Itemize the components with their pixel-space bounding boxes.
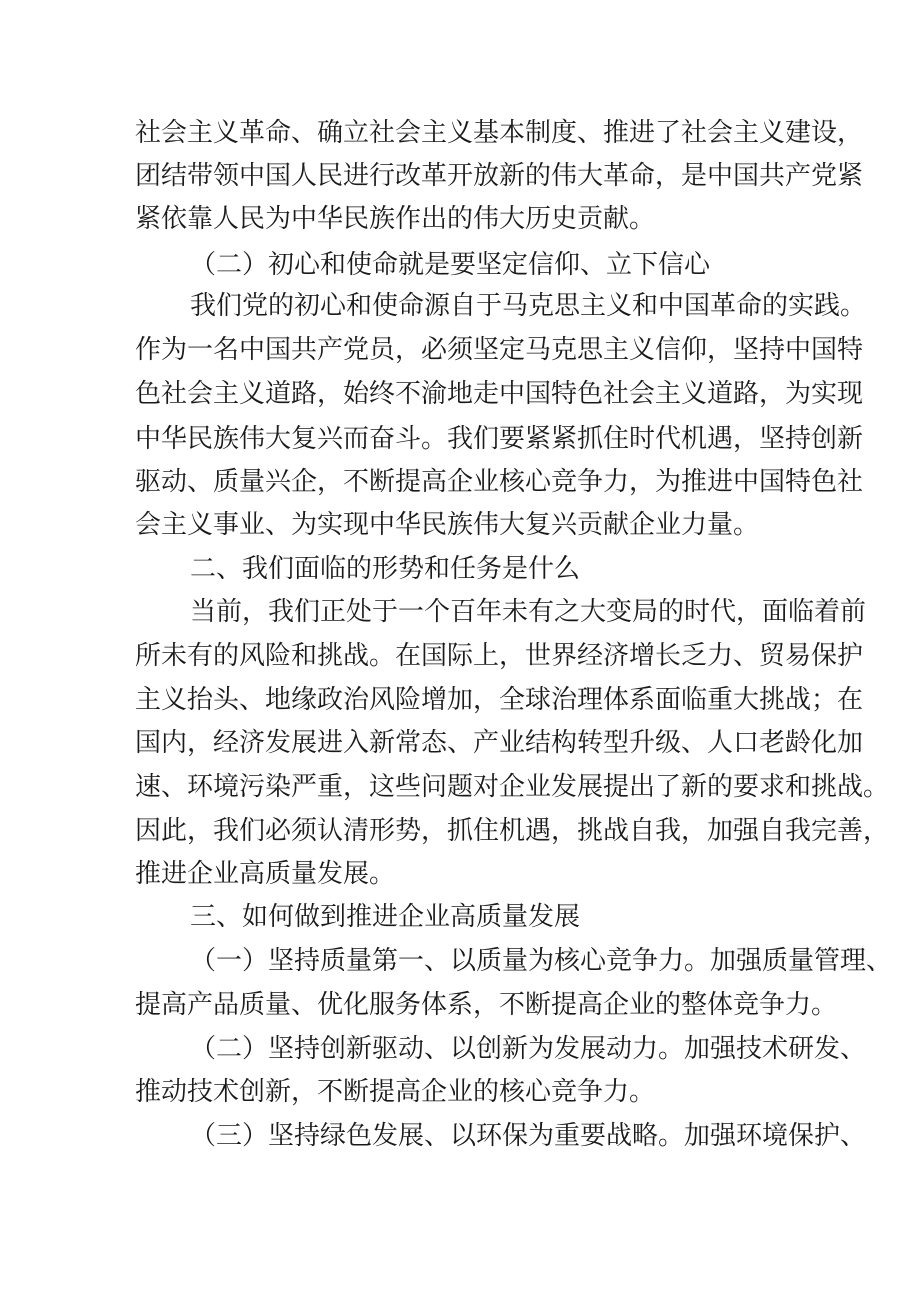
text-line: 社会主义革命、确立社会主义基本制度、推进了社会主义建设， xyxy=(135,118,864,148)
text-line: 当前，我们正处于一个百年未有之大变局的时代，面临着前 xyxy=(190,597,867,627)
text-line: 色社会主义道路，始终不渝地走中国特色社会主义道路，为实现 xyxy=(135,379,864,409)
text-line: 紧依靠人民为中华民族作出的伟大历史贡献。 xyxy=(135,204,656,234)
text-line: 驱动、质量兴企，不断提高企业核心竞争力，为推进中国特色社 xyxy=(135,467,864,497)
text-line: 主义抬头、地缘政治风险增加，全球治理体系面临重大挑战；在 xyxy=(135,685,864,715)
text-line: 国内，经济发展进入新常态、产业结构转型升级、人口老龄化加 xyxy=(135,728,864,758)
section-heading: 三、如何做到推进企业高质量发展 xyxy=(190,902,581,932)
text-line: 推动技术创新，不断提高企业的核心竞争力。 xyxy=(135,1077,656,1107)
text-line: （二）坚持创新驱动、以创新为发展动力。加强技术研发、 xyxy=(190,1034,867,1064)
section-heading: 二、我们面临的形势和任务是什么 xyxy=(190,554,581,584)
section-heading: （二）初心和使命就是要坚定信仰、立下信心 xyxy=(190,250,711,280)
text-line: 因此，我们必须认清形势，抓住机遇，挑战自我，加强自我完善， xyxy=(135,816,890,846)
text-line: 所未有的风险和挑战。在国际上，世界经济增长乏力、贸易保护 xyxy=(135,641,864,671)
text-line: 团结带领中国人民进行改革开放新的伟大革命，是中国共产党紧 xyxy=(135,161,864,191)
text-line: 我们党的初心和使命源自于马克思主义和中国革命的实践。 xyxy=(190,291,867,321)
text-line: 推进企业高质量发展。 xyxy=(135,859,396,889)
text-line: 作为一名中国共产党员，必须坚定马克思主义信仰，坚持中国特 xyxy=(135,335,864,365)
text-line: 提高产品质量、优化服务体系，不断提高企业的整体竞争力。 xyxy=(135,990,838,1020)
text-line: （三）坚持绿色发展、以环保为重要战略。加强环境保护、 xyxy=(190,1121,867,1151)
text-line: 中华民族伟大复兴而奋斗。我们要紧紧抓住时代机遇，坚持创新 xyxy=(135,424,864,454)
text-line: 会主义事业、为实现中华民族伟大复兴贡献企业力量。 xyxy=(135,510,760,540)
text-line: 速、环境污染严重，这些问题对企业发展提出了新的要求和挑战。 xyxy=(135,772,890,802)
text-line: （一）坚持质量第一、以质量为核心竞争力。加强质量管理、 xyxy=(190,946,893,976)
